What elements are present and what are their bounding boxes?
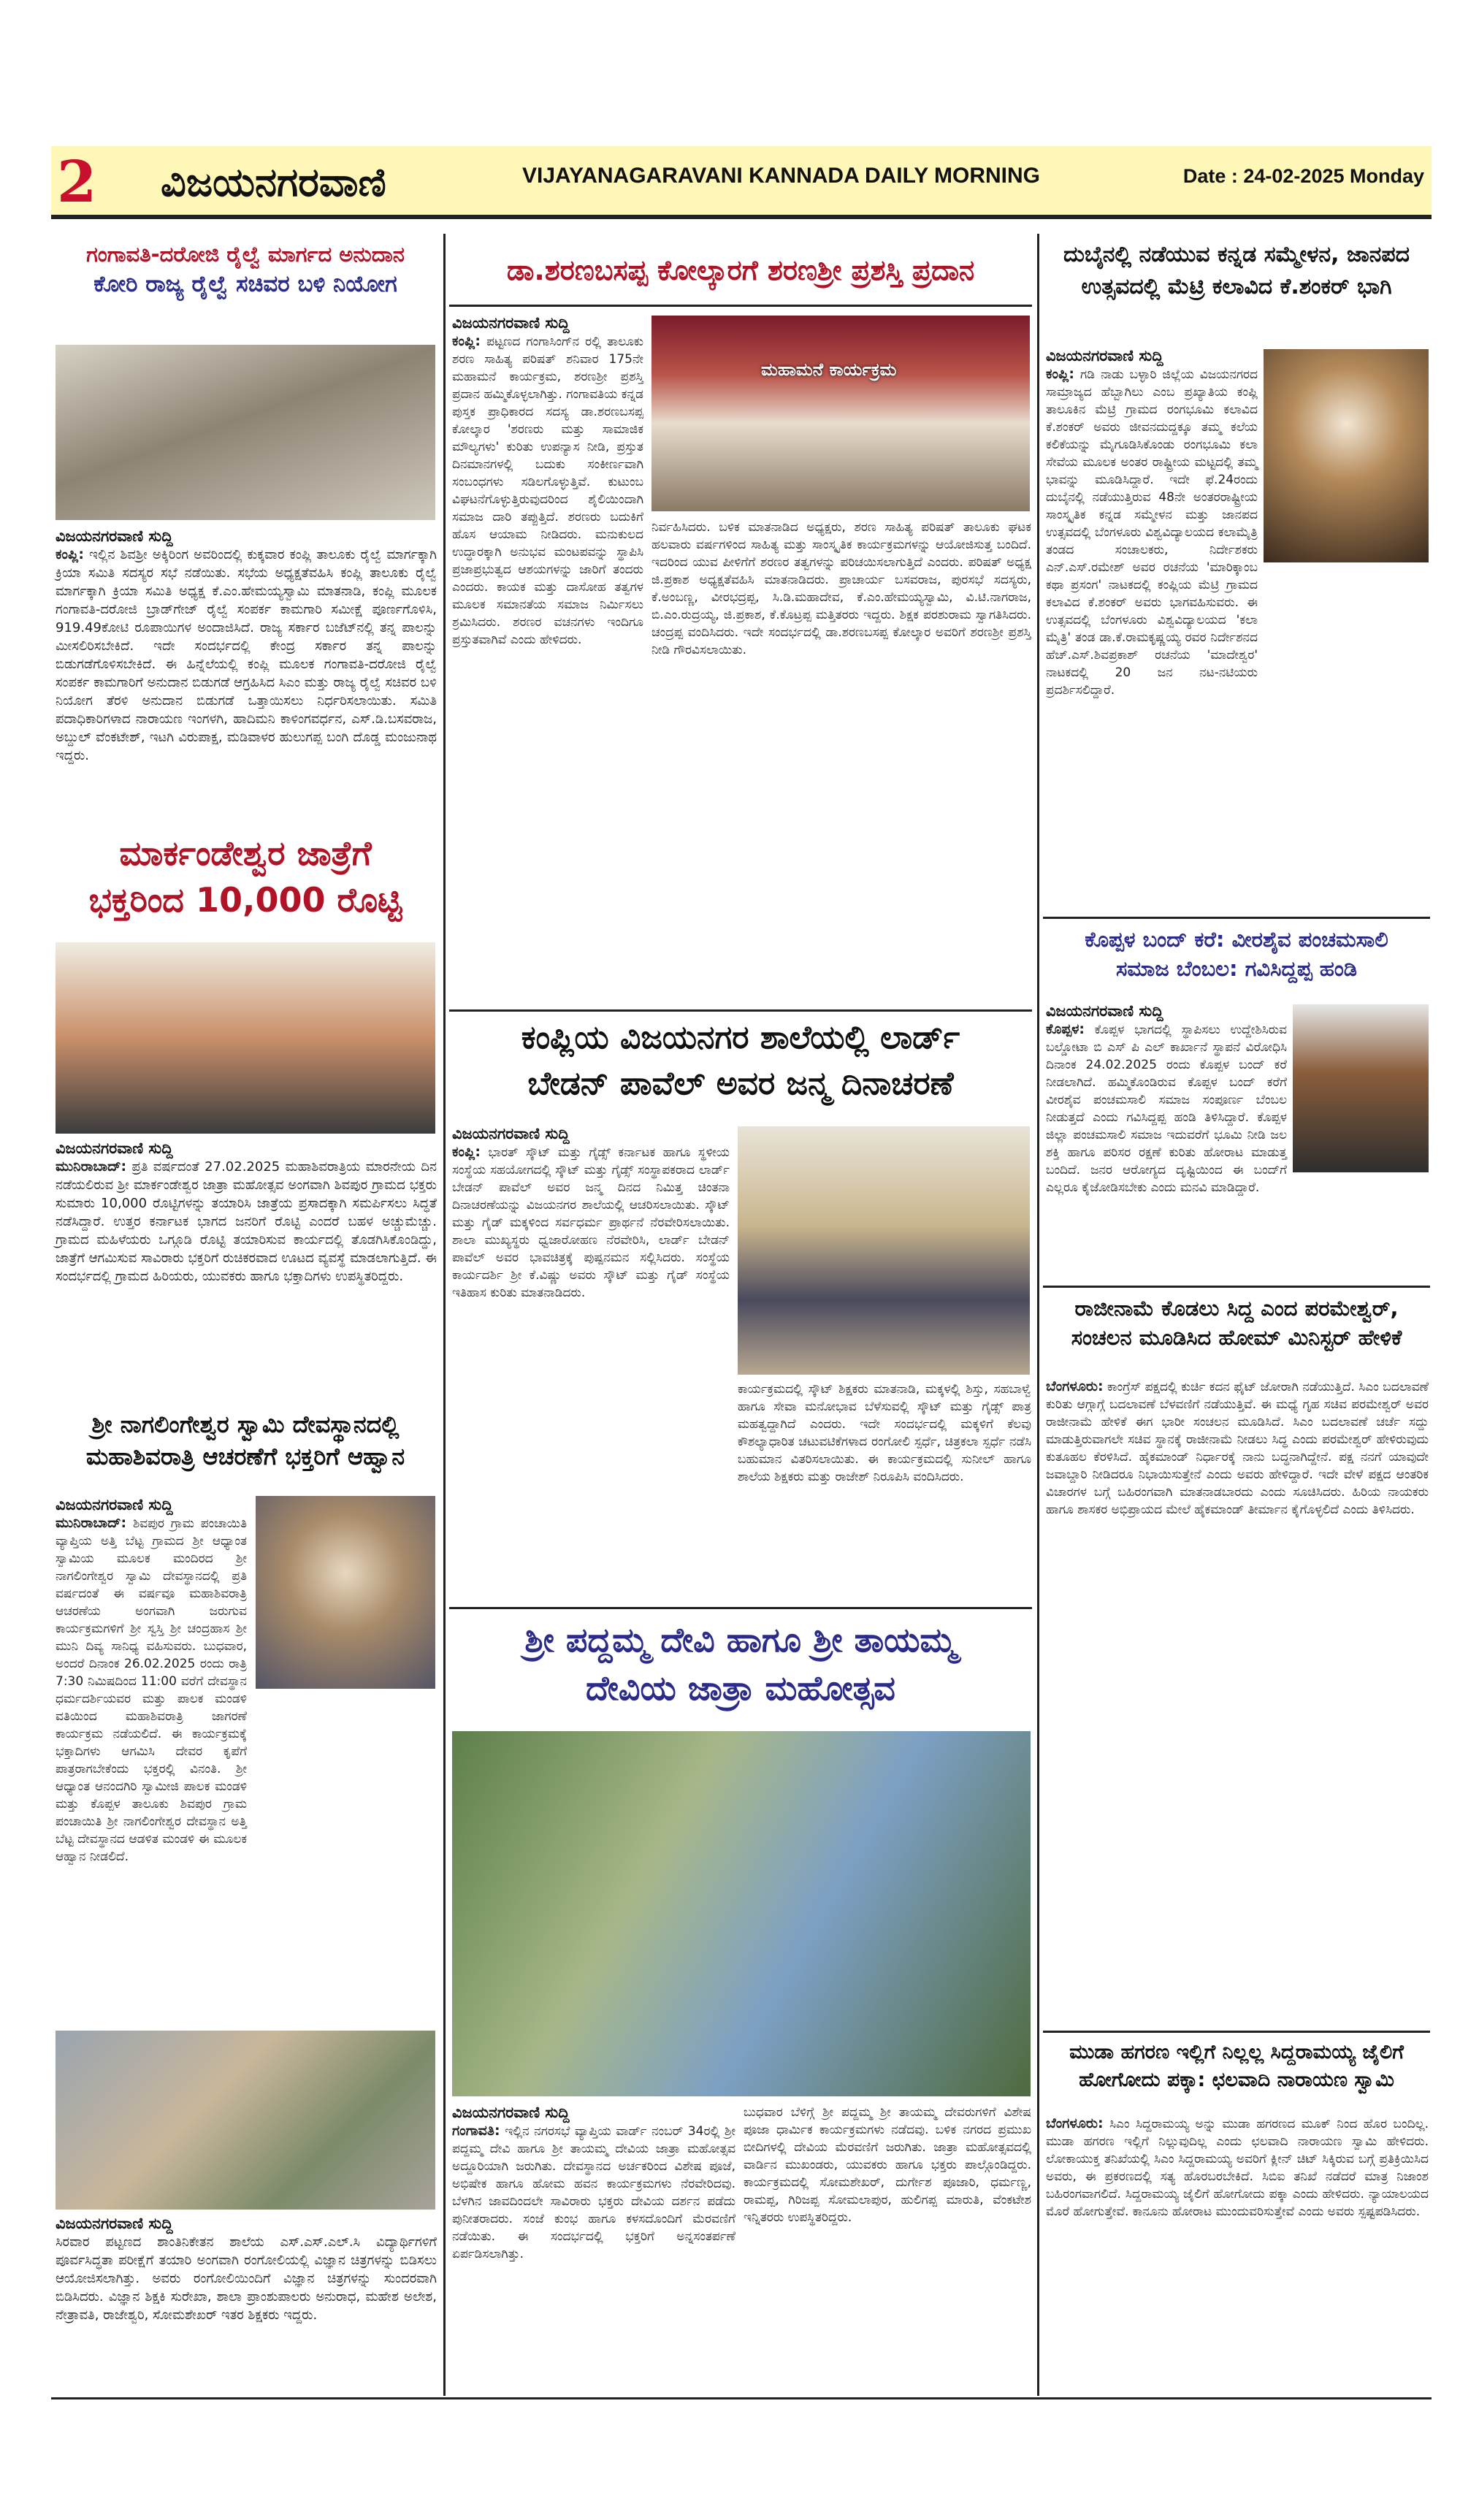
- padmamma-headline-line1: ಶ್ರೀ ಪದ್ದಮ್ಮ ದೇವಿ ಹಾಗೂ ಶ್ರೀ ತಾಯಮ್ಮ: [524, 1620, 957, 1660]
- padmamma-article: [452, 2104, 735, 2390]
- padmamma-place: ಗಂಗಾವತಿ:: [452, 2123, 500, 2139]
- resign-headline-line1: ರಾಜೀನಾಮೆ ಕೊಡಲು ಸಿದ್ದ ಎಂದ ಪರಮೇಶ್ವರ್,: [1074, 1296, 1399, 1321]
- baden-place: ಕಂಪ್ಲಿ:: [452, 1144, 481, 1160]
- muda-article: [1046, 2115, 1429, 2391]
- koppal-place: ಕೊಪ್ಪಳ:: [1046, 1021, 1085, 1037]
- resign-article: [1046, 1378, 1429, 2028]
- roti-headline-line2: ಭಕ್ತರಿಂದ 10,000 ರೊಟ್ಟಿ: [88, 879, 402, 920]
- resign-headline-line2: ಸಂಚಲನ ಮೂಡಿಸಿದ ಹೋಮ್ ಮಿನಿಸ್ಟರ್ ಹೇಳಿಕೆ: [1071, 1325, 1402, 1351]
- padmamma-article-cont: [744, 2104, 1031, 2390]
- dubai-byline: ವಿಜಯನಗರವಾಣಿ ಸುದ್ದಿ: [1046, 347, 1163, 364]
- rail-headline-line1: ಗಂಗಾವತಿ-ದರೋಜಿ ರೈಲ್ವೆ ಮಾರ್ಗದ ಅನುದಾನ: [86, 242, 405, 267]
- dubai-headline-line1: ದುಬೈನಲ್ಲಿ ನಡೆಯುವ ಕನ್ನಡ ಸಮ್ಮೇಳನ, ಜಾನಪದ: [1063, 242, 1410, 267]
- baden-headline-line2: ಬೇಡನ್ ಪಾವೆಲ್ ಅವರ ಜನ್ಮ ದಿನಾಚರಣೆ: [527, 1065, 954, 1102]
- award-stage-photo: [651, 316, 1030, 511]
- award-banner-text: ಮಹಾಮನೆ ಕಾರ್ಯಕ್ರಮ: [761, 359, 897, 380]
- award-byline: ವಿಜಯನಗರವಾಣಿ ಸುದ್ದಿ: [452, 314, 570, 332]
- temple-headline-line2: ಮಹಾಶಿವರಾತ್ರಿ ಆಚರಣೆಗೆ ಭಕ್ತರಿಗೆ ಆಹ್ವಾನ: [85, 1443, 405, 1470]
- award-body2: ನಿರ್ವಹಿಸಿದರು. ಬಳಿಕ ಮಾತನಾಡಿದ ಅಧ್ಯಕ್ಷರು, ಶರಣ ಸಾಹಿತ್ಯ ಪರಿಷತ್ ತಾಲೂಕು ಘಟಕ ಹಲವಾರು ವರ್ಷಗಳಿಂದ ಸಾಹಿತ್ಯ ಮತ್ತು ಸಾಂಸ್ಕೃತಿಕ ಕಾರ್ಯಕ್ರಮಗಳನ್ನು ಆಯೋಜಿಸುತ್ತ ಬಂದಿದೆ. ಇದರಿಂದ ಯುವ ಪೀಳಿಗೆಗೆ ಶರಣರ ತತ್ವಗಳನ್ನು ಪರಿಚಯಿಸಲಾಗುತ್ತಿದೆ ಎಂದರು. ಪರಿಷತ್ ಅಧ್ಯಕ್ಷ ಜಿ.ಪ್ರಕಾಶ ಅಧ್ಯಕ್ಷತೆವಹಿಸಿ ಮಾತನಾಡಿದರು. ಪ್ರಾಚಾರ್ಯ ಬಸವರಾಜ, ಪುರಸಭೆ ಸದಸ್ಯರು, ಕೆ.ಅಂಬಣ್ಣ, ವೀರಭದ್ರಪ್ಪ, ಸಿ.ಡಿ.ಮಹಾದೇವ, ಕೆ.ಎಂ.ಹೇಮಯ್ಯಸ್ವಾಮಿ, ವಿ.ಟಿ.ನಾಗರಾಜ, ಬಿ.ಎಂ.ರುದ್ರಯ್ಯ, ಜಿ.ಪ್ರಕಾಶ, ಕೆ.ಕೊಟ್ರಪ್ಪ ಮತ್ತಿತರರು ಇದ್ದರು. ಶಿಕ್ಷಕ ಪರಶುರಾಮ ಸ್ವಾಗತಿಸಿದರು. ಚಂದ್ರಪ್ಪ ವಂದಿಸಿದರು. ಇದೇ ಸಂದರ್ಭದಲ್ಲಿ ಡಾ.ಶರಣಬಸಪ್ಪ ಕೋಲ್ಕಾರ ಅವರಿಗೆ ಶರಣಶ್ರೀ ಪ್ರಶಸ್ತಿ ನೀಡಿ ಗೌರವಿಸಲಾಯಿತು.: [651, 520, 1031, 657]
- baden-byline: ವಿಜಯನಗರವಾಣಿ ಸುದ್ದಿ: [452, 1125, 570, 1142]
- temple-headline: [53, 1410, 438, 1490]
- temple-group-photo: [452, 1731, 1031, 2096]
- resign-place: ಬೆಂಗಳೂರು:: [1046, 1378, 1104, 1394]
- roti-headline: [53, 833, 438, 935]
- newspaper-title: ವಿಜಯನಗರವಾಣಿ: [161, 159, 386, 205]
- rail-article: [56, 527, 437, 828]
- temple-place: ಮುನಿರಾಬಾದ್:: [56, 1515, 127, 1531]
- dubai-article: [1046, 347, 1258, 698]
- award-article-cont: [651, 519, 1031, 957]
- temple-byline: ವಿಜಯನಗರವಾಣಿ ಸುದ್ದಿ: [56, 1496, 173, 1513]
- scouts-caption: [56, 2215, 437, 2390]
- baden-headline: [449, 1009, 1032, 1119]
- award-body1: ಪಟ್ಟಣದ ಗಂಗಾಸಿಂಗ್‌ನ ರಲ್ಲಿ ತಾಲೂಕು ಶರಣ ಸಾಹಿತ್ಯ ಪರಿಷತ್ ಶನಿವಾರ 175ನೇ ಮಹಾಮನೆ ಕಾರ್ಯಕ್ರಮ, ಶರಣಶ್ರೀ ಪ್ರಶಸ್ತಿ ಪ್ರದಾನ ಹಮ್ಮಿಕೊಳ್ಳಲಾಗಿತ್ತು. ಗಂಗಾವತಿಯ ಕನ್ನಡ ಪುಸ್ತಕ ಪ್ರಾಧಿಕಾರದ ಸದಸ್ಯ ಡಾ.ಶರಣಬಸಪ್ಪ ಕೋಲ್ಕಾರ 'ಶರಣರು ಮತ್ತು ಸಾಮಾಜಿಕ ಮೌಲ್ಯಗಳು' ಕುರಿತು ಉಪನ್ಯಾಸ ನೀಡಿ, ಪ್ರಸ್ತುತ ದಿನಮಾನಗಳಲ್ಲಿ ಬದುಕು ಸಂಕೀರ್ಣವಾಗಿ ಸಂಬಂಧಗಳು ಸಡಿಲಗೊಳ್ಳುತ್ತಿವೆ. ಕುಟುಂಬ ವಿಘಟನೆಗೊಳ್ಳುತ್ತಿರುವುದರಿಂದ ಶೈಲಿಯಿಂದಾಗಿ ಸಮಾಜ ದಾರಿ ತಪ್ಪುತ್ತಿದೆ. ಶರಣರು ಬದುಕಿಗೆ ಹೊಸ ಆಯಾಮ ನೀಡಿದರು. ಮನುಕುಲದ ಉದ್ಧಾರಕ್ಕಾಗಿ ಅನುಭವ ಮಂಟಪವನ್ನು ಸ್ಥಾಪಿಸಿ ಪ್ರಜಾಪ್ರಭುತ್ವದ ಆಶಯಗಳನ್ನು ಜಾರಿಗೆ ತಂದರು ಎಂದರು. ಕಾಯಕ ಮತ್ತು ದಾಸೋಹ ತತ್ವಗಳ ಮೂಲಕ ಸಮಾನತೆಯ ಸಮಾಜ ನಿರ್ಮಿಸಲು ಶ್ರಮಿಸಿದರು. ಶರಣರ ವಚನಗಳು ಇಂದಿಗೂ ಪ್ರಸ್ತುತವಾಗಿವೆ ಎಂದು ಹೇಳಿದರು.: [452, 335, 643, 647]
- muda-headline-line2: ಹೋಗೋದು ಪಕ್ಕಾ: ಛಲವಾದಿ ನಾರಾಯಣ ಸ್ವಾಮಿ: [1079, 2068, 1394, 2091]
- temple-body: ಶಿವಪುರ ಗ್ರಾಮ ಪಂಚಾಯಿತಿ ವ್ಯಾಪ್ತಿಯ ಅತ್ತಿ ಬೆಟ್ಟ ಗ್ರಾಮದ ಶ್ರೀ ಆಧ್ಯಾಂತ ಸ್ವಾಮಿಯ ಮೂಲಕ ಮಂದಿರದ ಶ್ರೀ ನಾಗಲಿಂಗೇಶ್ವರ ಸ್ವಾಮಿ ದೇವಸ್ಥಾನದಲ್ಲಿ ಪ್ರತಿ ವರ್ಷದಂತೆ ಈ ವರ್ಷವೂ ಮಹಾಶಿವರಾತ್ರಿ ಆಚರಣೆಯ ಅಂಗವಾಗಿ ಜರುಗುವ ಕಾರ್ಯಕ್ರಮಗಳಿಗೆ ಶ್ರೀ ಸ್ವಸ್ತಿ ಶ್ರೀ ಚಂದ್ರಹಾಸ ಶ್ರೀ ಮುನಿ ದಿವ್ಯ ಸಾನಿಧ್ಯ ವಹಿಸುವರು. ಬುಧವಾರ, ಅಂದರೆ ದಿನಾಂಕ 26.02.2025 ರಂದು ರಾತ್ರಿ 7:30 ನಿಮಿಷದಿಂದ 11:00 ವರೆಗೆ ದೇವಸ್ಥಾನ ಧರ್ಮದರ್ಶಿಯವರ ಮತ್ತು ಪಾಲಕ ಮಂಡಳಿ ವತಿಯಿಂದ ಮಹಾಶಿವರಾತ್ರಿ ಜಾಗರಣೆ ಕಾರ್ಯಕ್ರಮ ನಡೆಯಲಿದೆ. ಈ ಕಾರ್ಯಕ್ರಮಕ್ಕೆ ಭಕ್ತಾದಿಗಳು ಆಗಮಿಸಿ ದೇವರ ಕೃಪೆಗೆ ಪಾತ್ರರಾಗಬೇಕೆಂದು ಭಕ್ತರಲ್ಲಿ ವಿನಂತಿ. ಶ್ರೀ ಆಧ್ಯಾಂತ ಆನಂದಗಿರಿ ಸ್ವಾಮೀಜಿ ಪಾಲಕ ಮಂಡಳಿ ಮತ್ತು ಕೊಪ್ಪಳ ತಾಲೂಕು ಶಿವಪುರ ಗ್ರಾಮ ಪಂಚಾಯಿತಿ ಶ್ರೀ ನಾಗಲಿಂಗೇಶ್ವರ ದೇವಸ್ಥಾನ ಅತ್ತಿ ಬೆಟ್ಟ ದೇವಸ್ಥಾನದ ಆಡಳಿತ ಮಂಡಳಿ ಈ ಮೂಲಕ ಆಹ್ವಾನ ನೀಡಲಿದೆ.: [56, 1516, 248, 1864]
- baden-article-cont: [738, 1381, 1031, 1600]
- koppal-headline: [1043, 917, 1430, 997]
- padmamma-body2: ಬುಧವಾರ ಬೆಳಿಗ್ಗೆ ಶ್ರೀ ಪದ್ದಮ್ಮ ಶ್ರೀ ತಾಯಮ್ಮ ದೇವರುಗಳಿಗೆ ವಿಶೇಷ ಪೂಜಾ ಧಾರ್ಮಿಕ ಕಾರ್ಯಕ್ರಮಗಳು ನಡೆದವು. ಬಳಿಕ ನಗರದ ಪ್ರಮುಖ ಬೀದಿಗಳಲ್ಲಿ ದೇವಿಯ ಮೆರವಣಿಗೆ ಜರುಗಿತು. ಜಾತ್ರಾ ಮಹೋತ್ಸವದಲ್ಲಿ ವಾರ್ಡಿನ ಮುಖಂಡರು, ಯುವಕರು ಹಾಗೂ ಭಕ್ತರು ಪಾಲ್ಗೊಂಡಿದ್ದರು. ಕಾರ್ಯಕ್ರಮದಲ್ಲಿ ಸೋಮಶೇಖರ್, ದುರ್ಗೇಶ ಪೂಜಾರಿ, ಧರ್ಮಣ್ಣ, ರಾಮಪ್ಪ, ಗಿರಿಜಪ್ಪ ಸೋಮಲಾಪುರ, ಹುಲಿಗಪ್ಪ ಮಾರುತಿ, ವೆಂಕಟೇಶ ಇನ್ನಿತರರು ಉಪಸ್ಥಿತರಿದ್ದರು.: [744, 2105, 1031, 2225]
- padmamma-body1: ಇಲ್ಲಿನ ನಗರಸಭೆ ವ್ಯಾಪ್ತಿಯ ವಾರ್ಡ್ ನಂಬರ್ 34ರಲ್ಲಿ ಶ್ರೀ ಪದ್ದಮ್ಮ ದೇವಿ ಹಾಗೂ ಶ್ರೀ ತಾಯಮ್ಮ ದೇವಿಯ ಜಾತ್ರಾ ಮಹೋತ್ಸವ ಅದ್ದೂರಿಯಾಗಿ ಜರುಗಿತು. ದೇವಸ್ಥಾನದ ಅರ್ಚಕರಿಂದ ವಿಶೇಷ ಪೂಜೆ, ಅಭಿಷೇಕ ಹಾಗೂ ಹೋಮ ಹವನ ಕಾರ್ಯಕ್ರಮಗಳು ನೆರವೇರಿದವು. ಬೆಳಗಿನ ಜಾವದಿಂದಲೇ ಸಾವಿರಾರು ಭಕ್ತರು ದೇವಿಯ ದರ್ಶನ ಪಡೆದು ಪುನೀತರಾದರು. ಸಂಜೆ ಕುಂಭ ಹಾಗೂ ಕಳಸದೊಂದಿಗೆ ಮೆರವಣಿಗೆ ನಡೆಯಿತು. ಈ ಸಂದರ್ಭದಲ್ಲಿ ಭಕ್ತರಿಗೆ ಅನ್ನಸಂತರ್ಪಣೆ ಏರ್ಪಡಿಸಲಾಗಿತ್ತು.: [452, 2124, 735, 2261]
- muda-place: ಬೆಂಗಳೂರು:: [1046, 2115, 1104, 2131]
- award-article: [452, 314, 643, 957]
- column-divider: [443, 234, 446, 2396]
- dubai-headline: [1043, 241, 1430, 343]
- dubai-article-cont: [1046, 621, 1429, 913]
- temple-deity-photo: [256, 1496, 435, 1689]
- temple-article: [56, 1496, 247, 2022]
- school-event-photo: [738, 1126, 1030, 1375]
- scouts-byline: ವಿಜಯನಗರವಾಣಿ ಸುದ್ದಿ: [56, 2215, 173, 2232]
- dubai-headline-line2: ಉತ್ಸವದಲ್ಲಿ ಮೆಟ್ರಿ ಕಲಾವಿದ ಕೆ.ಶಂಕರ್ ಭಾಗಿ: [1081, 273, 1392, 299]
- rail-body: ಇಲ್ಲಿನ ಶಿವಶ್ರೀ ಅಕ್ಕಿರಿಂಗ ಅವರಿಂದಲ್ಲಿ ಕುಕ್ಕವಾರ ಕಂಪ್ಲಿ ತಾಲೂಕು ರೈಲ್ವೆ ಮಾರ್ಗಕ್ಕಾಗಿ ಕ್ರಿಯಾ ಸಮಿತಿ ಸದಸ್ಯರ ಸಭೆ ನಡೆಯಿತು. ಸಭೆಯ ಅಧ್ಯಕ್ಷತೆವಹಿಸಿ ಕಂಪ್ಲಿ ತಾಲೂಕು ರೈಲ್ವೆ ಮಾರ್ಗಕ್ಕಾಗಿ ಕ್ರಿಯಾ ಸಮಿತಿ ಅಧ್ಯಕ್ಷ ಕೆ.ಎಂ.ಹೇಮಯ್ಯಸ್ವಾಮಿ ಮಾತನಾಡಿ, ಕಂಪ್ಲಿ ಮೂಲಕ ಗಂಗಾವತಿ-ದರೋಜಿ ಬ್ರಾಡ್‌ಗೇಜ್ ರೈಲ್ವೆ ಸಂಪರ್ಕ ಕಾಮಗಾರಿ ಸಮೀಕ್ಷೆ ಪೂರ್ಣಗೊಳಿಸಿ, 919.49ಕೋಟಿ ರೂಪಾಯಿಗಳ ಅಂದಾಜಿಸಿದೆ. ರಾಜ್ಯ ಸರ್ಕಾರ ಬಜೆಟ್‌ನಲ್ಲಿ ತನ್ನ ಪಾಲನ್ನು ಮೀಸಲಿರಿಸಬೇಕಿದೆ. ಇದೇ ಸಂದರ್ಭದಲ್ಲಿ ಕೇಂದ್ರ ಸರ್ಕಾರ ತನ್ನ ಪಾಲನ್ನು ಬಿಡುಗಡೆಗೊಳಿಸಬೇಕಿದೆ. ಈ ಹಿನ್ನೆಲೆಯಲ್ಲಿ ಕಂಪ್ಲಿ ಮೂಲಕ ಗಂಗಾವತಿ-ದರೋಜಿ ರೈಲ್ವೆ ಸಂಪರ್ಕ ಕಾಮಗಾರಿಗೆ ಅನುದಾನ ಬಿಡುಗಡೆ ಆಗ್ರಹಿಸಿದ ಸಿಎಂ ಮತ್ತು ರಾಜ್ಯ ರೈಲ್ವೆ ಸಚಿವರ ಬಳಿ ನಿಯೋಗ ತೆರಳಿ ಅನುದಾನ ಬಿಡುಗಡೆ ಒತ್ತಾಯಿಸಲು ನಿರ್ಧರಿಸಲಾಯಿತು. ಸಮಿತಿ ಪದಾಧಿಕಾರಿಗಳಾದ ನಾರಾಯಣ ಇಂಗಳಗಿ, ಹಾದಿಮನಿ ಕಾಳಿಂಗವರ್ಧನ, ಎಸ್.ಡಿ.ಬಸವರಾಜ, ಅಬ್ದುಲ್ ವೆಂಕಟೇಶ್, ಇಟಗಿ ವಿರುಪಾಕ್ಷ, ಮಡಿವಾಳರ ಹುಲುಗಪ್ಪ ಬಂಗಿ ದೊಡ್ಡ ಮಂಜುನಾಥ ಇದ್ದರು.: [56, 547, 437, 763]
- baden-article: [452, 1125, 730, 1600]
- award-headline-box: [449, 241, 1032, 307]
- issue-date: Date : 24-02-2025 Monday: [1182, 165, 1424, 187]
- temple-headline-line1: ಶ್ರೀ ನಾಗಲಿಂಗೇಶ್ವರ ಸ್ವಾಮಿ ದೇವಸ್ಥಾನದಲ್ಲಿ: [91, 1410, 400, 1438]
- koppal-byline: ವಿಜಯನಗರವಾಣಿ ಸುದ್ದಿ: [1046, 1002, 1163, 1020]
- rail-meeting-photo: [56, 345, 435, 520]
- muda-headline-line1: ಮುಡಾ ಹಗರಣ ಇಲ್ಲಿಗೆ ನಿಲ್ಲಲ್ಲ ಸಿದ್ದರಾಮಯ್ಯ ಜೈಲಿಗೆ: [1069, 2041, 1404, 2063]
- scouts-body: ಸಿರವಾರ ಪಟ್ಟಣದ ಶಾಂತಿನಿಕೇತನ ಶಾಲೆಯ ಎಸ್.ಎಸ್.ಎಲ್.ಸಿ ವಿದ್ಯಾರ್ಥಿಗಳಿಗೆ ಪೂರ್ವಸಿದ್ಧತಾ ಪರೀಕ್ಷೆಗೆ ತಯಾರಿ ಅಂಗವಾಗಿ ರಂಗೋಲಿಯಲ್ಲಿ ವಿಜ್ಞಾನ ಚಿತ್ರಗಳನ್ನು ಬಿಡಿಸಲು ಆಯೋಜಿಸಲಾಗಿತ್ತು. ಅವರು ರಂಗೋಲಿಯಿಂದಿಗೆ ವಿಜ್ಞಾನ ಚಿತ್ರಗಳನ್ನು ಸುಂದರವಾಗಿ ಬಿಡಿಸಿದರು. ವಿಜ್ಞಾನ ಶಿಕ್ಷಕಿ ಸುರೇಖಾ, ಶಾಲಾ ಪ್ರಾಂಶುಪಾಲರು ಅನುರಾಧ, ಮಹೇಶ ಅಲೇಶ, ನೇತ್ರಾವತಿ, ರಾಜೇಶ್ವರಿ, ಸೋಮಶೇಖರ್ ಇತರ ಶಿಕ್ಷಕರು ಇದ್ದರು.: [56, 2234, 437, 2323]
- roti-photo: [56, 942, 435, 1134]
- padmamma-byline: ವಿಜಯನಗರವಾಣಿ ಸುದ್ದಿ: [452, 2104, 570, 2121]
- padmamma-headline-line2: ದೇವಿಯ ಜಾತ್ರಾ ಮಹೋತ್ಸವ: [586, 1668, 895, 1708]
- newspaper-subtitle: VIJAYANAGARAVANI KANNADA DAILY MORNING: [522, 164, 1040, 188]
- baden-headline-line1: ಕಂಪ್ಲಿಯ ವಿಜಯನಗರ ಶಾಲೆಯಲ್ಲಿ ಲಾರ್ಡ್: [521, 1019, 960, 1056]
- roti-headline-line1: ಮಾರ್ಕಂಡೇಶ್ವರ ಜಾತ್ರೆಗೆ: [119, 833, 372, 873]
- koppal-headline-line1: ಕೊಪ್ಪಳ ಬಂದ್ ಕರೆ: ವೀರಶೈವ ಪಂಚಮಸಾಲಿ: [1085, 927, 1388, 952]
- resign-headline: [1043, 1286, 1430, 1373]
- artist-costume-photo: [1264, 349, 1429, 562]
- award-place: ಕಂಪ್ಲಿ:: [452, 333, 481, 349]
- baden-body1: ಭಾರತ್ ಸ್ಕೌಟ್ ಮತ್ತು ಗೈಡ್ಸ್ ಕರ್ನಾಟಕ ಹಾಗೂ ಸ್ಥಳೀಯ ಸಂಸ್ಥೆಯ ಸಹಯೋಗದಲ್ಲಿ ಸ್ಕೌಟ್ ಮತ್ತು ಗೈಡ್ಸ್ ಸಂಸ್ಥಾಪಕರಾದ ಲಾರ್ಡ್ ಬೇಡನ್ ಪಾವೆಲ್ ಅವರ ಜನ್ಮ ದಿನದ ನಿಮಿತ್ತ ಚಿಂತನಾ ದಿನಾಚರಣೆಯನ್ನು ವಿಜಯನಗರ ಶಾಲೆಯಲ್ಲಿ ಆಚರಿಸಲಾಯಿತು. ಸ್ಕೌಟ್ ಮತ್ತು ಗೈಡ್ ಮಕ್ಕಳಿಂದ ಸರ್ವಧರ್ಮ ಪ್ರಾರ್ಥನೆ ನೆರವೇರಿಸಲಾಯಿತು. ಶಾಲಾ ಮುಖ್ಯಸ್ಥರು ಧ್ವಜಾರೋಹಣ ನೆರವೇರಿಸಿ, ಲಾರ್ಡ್ ಬೇಡನ್ ಪಾವೆಲ್ ಅವರ ಭಾವಚಿತ್ರಕ್ಕೆ ಪುಷ್ಪನಮನ ಸಲ್ಲಿಸಿದರು. ಸಂಸ್ಥೆಯ ಕಾರ್ಯದರ್ಶಿ ಶ್ರೀ ಕೆ.ವಿಷ್ಣು ಅವರು ಸ್ಕೌಟ್ ಮತ್ತು ಗೈಡ್ ಸಂಸ್ಥೆಯ ಇತಿಹಾಸ ಕುರಿತು ಮಾತನಾಡಿದರು.: [452, 1145, 730, 1300]
- roti-body: ಪ್ರತಿ ವರ್ಷದಂತೆ 27.02.2025 ಮಹಾಶಿವರಾತ್ರಿಯ ಮಾರನೇಯ ದಿನ ನಡೆಯಲಿರುವ ಶ್ರೀ ಮಾರ್ಕಂಡೇಶ್ವರ ಜಾತ್ರಾ ಮಹೋತ್ಸವ ಅಂಗವಾಗಿ ಶಿವಪುರ ಗ್ರಾಮದ ಭಕ್ತರು ಸುಮಾರು 10,000 ರೊಟ್ಟಿಗಳನ್ನು ತಯಾರಿಸಿ ಜಾತ್ರೆಯ ಪ್ರಸಾದಕ್ಕಾಗಿ ಸಮರ್ಪಿಸಲು ಸಿದ್ಧತೆ ನಡೆಸಿದ್ದಾರೆ. ಉತ್ತರ ಕರ್ನಾಟಕ ಭಾಗದ ಜನರಿಗೆ ರೊಟ್ಟಿ ಎಂದರೆ ಬಹಳ ಅಚ್ಚುಮೆಚ್ಚು. ಗ್ರಾಮದ ಮಹಿಳೆಯರು ಒಗ್ಗೂಡಿ ರೊಟ್ಟಿ ತಯಾರಿಸುವ ಕಾರ್ಯದಲ್ಲಿ ತೊಡಗಿಸಿಕೊಂಡಿದ್ದು, ಜಾತ್ರೆಗೆ ಆಗಮಿಸುವ ಸಾವಿರಾರು ಭಕ್ತರಿಗೆ ರುಚಿಕರವಾದ ಊಟದ ವ್ಯವಸ್ಥೆ ಮಾಡಲಾಗುತ್ತಿದೆ. ಈ ಸಂದರ್ಭದಲ್ಲಿ ಗ್ರಾಮದ ಹಿರಿಯರು, ಯುವಕರು ಹಾಗೂ ಭಕ್ತಾದಿಗಳು ಉಪಸ್ಥಿತರಿದ್ದರು.: [56, 1159, 437, 1284]
- koppal-headline-line2: ಸಮಾಜ ಬೆಂಬಲ: ಗವಿಸಿದ್ದಪ್ಪ ಹಂಡಿ: [1115, 956, 1358, 982]
- students-rangoli-photo: [56, 2031, 435, 2210]
- award-headline: ಡಾ.ಶರಣಬಸಪ್ಪ ಕೋಲ್ಕಾರಗೆ ಶರಣಶ್ರೀ ಪ್ರಶಸ್ತಿ ಪ್ರದಾನ: [506, 254, 975, 286]
- dubai-place: ಕಂಪ್ಲಿ:: [1046, 366, 1075, 382]
- roti-byline: ವಿಜಯನಗರವಾಣಿ ಸುದ್ದಿ: [56, 1139, 173, 1157]
- column-divider: [1037, 234, 1039, 2396]
- masthead: [51, 146, 1432, 219]
- page-bottom-rule: [51, 2397, 1432, 2399]
- portrait-photo: [1293, 1004, 1429, 1172]
- muda-headline: [1043, 2031, 1430, 2111]
- dubai-body: ಗಡಿ ನಾಡು ಬಳ್ಳಾರಿ ಜಿಲ್ಲೆಯ ವಿಜಯನಗರದ ಸಾಮ್ರಾಜ್ಯದ ಹೆಬ್ಬಾಗಿಲು ಎಂಬ ಪ್ರಖ್ಯಾತಿಯ ಕಂಪ್ಲಿ ತಾಲೂಕಿನ ಮೆಟ್ರಿ ಗ್ರಾಮದ ರಂಗಭೂಮಿ ಕಲಾವಿದ ಕೆ.ಶಂಕರ್ ಅವರು ಜೀವನದುದ್ದಕ್ಕೂ ತಮ್ಮ ಕಲೆಯ ಕಲಿಕೆಯನ್ನು ಮೈಗೂಡಿಸಿಕೊಂಡು ರಂಗಭೂಮಿ ಕಲಾ ಸೇವೆಯ ಮೂಲಕ ಅಂತರ ರಾಷ್ಟ್ರೀಯ ಮಟ್ಟದಲ್ಲಿ ತಮ್ಮ ಭಾವನ್ನು ಮೂಡಿಸಿದ್ದಾರೆ. ಇದೇ ಫೆ.24ರಂದು ದುಬೈನಲ್ಲಿ ನಡೆಯುತ್ತಿರುವ 48ನೇ ಅಂತರರಾಷ್ಟ್ರೀಯ ಸಾಂಸ್ಕೃತಿಕ ಕನ್ನಡ ಸಮ್ಮೇಳನ ಮತ್ತು ಜಾನಪದ ಉತ್ಸವದಲ್ಲಿ ಬೆಂಗಳೂರು ವಿಶ್ವವಿದ್ಯಾಲಯದ ಕಲಾಮೈತ್ರಿ ತಂಡದ ಸಂಚಾಲಕರು, ನಿರ್ದೇಶಕರು ಎನ್.ಎಸ್.ರಮೇಶ್ ಅವರ ರಚನೆಯ 'ಮಾರಿಕ್ಕಾಂಬ ಕಥಾ ಪ್ರಸಂಗ' ನಾಟಕದಲ್ಲಿ ಕಂಪ್ಲಿಯ ಮೆಟ್ರಿ ಗ್ರಾಮದ ಕಲಾವಿದ ಕೆ.ಶಂಕರ್ ಅವರು ಭಾಗವಹಿಸುವರು. ಈ ಉತ್ಸವದಲ್ಲಿ ಬೆಂಗಳೂರು ವಿಶ್ವವಿದ್ಯಾಲಯದ 'ಕಲಾ ಮೈತ್ರಿ' ತಂಡ ಡಾ.ಕೆ.ರಾಮಕೃಷ್ಣಯ್ಯ ರವರ ನಿರ್ದೇಶನದ ಹೆಚ್.ಎಸ್.ಶಿವಪ್ರಕಾಶ್ ರಚನೆಯ 'ಮಾದೇಶ್ವರ' ನಾಟಕದಲ್ಲಿ 20 ಜನ ನಟ-ನಟಿಯರು ಪ್ರದರ್ಶಿಸಲಿದ್ದಾರೆ.: [1046, 367, 1258, 698]
- baden-body2: ಕಾರ್ಯಕ್ರಮದಲ್ಲಿ ಸ್ಕೌಟ್ ಶಿಕ್ಷಕರು ಮಾತನಾಡಿ, ಮಕ್ಕಳಲ್ಲಿ ಶಿಸ್ತು, ಸಹಬಾಳ್ವೆ ಹಾಗೂ ಸೇವಾ ಮನೋಭಾವ ಬೆಳೆಸುವಲ್ಲಿ ಸ್ಕೌಟ್ ಮತ್ತು ಗೈಡ್ಸ್ ಪಾತ್ರ ಮಹತ್ವದ್ದಾಗಿದೆ ಎಂದರು. ಇದೇ ಸಂದರ್ಭದಲ್ಲಿ ಮಕ್ಕಳಿಗೆ ಕೆಲವು ಕೌಶಲ್ಯಾಧಾರಿತ ಚಟುವಟಿಕೆಗಳಾದ ರಂಗೋಲಿ ಸ್ಪರ್ಧೆ, ಚಿತ್ರಕಲಾ ಸ್ಪರ್ಧೆ ನಡೆಸಿ ಬಹುಮಾನ ವಿತರಿಸಲಾಯಿತು. ಈ ಕಾರ್ಯಕ್ರಮದಲ್ಲಿ ಸುನೀಲ್ ಹಾಗೂ ಶಾಲೆಯ ಶಿಕ್ಷಕರು ಮತ್ತು ರಾಜೇಶ್ ನಿರೂಪಿಸಿ ವಂದಿಸಿದರು.: [738, 1382, 1031, 1484]
- rail-byline: ವಿಜಯನಗರವಾಣಿ ಸುದ್ದಿ: [56, 527, 173, 545]
- rail-place: ಕಂಪ್ಲಿ:: [56, 546, 85, 562]
- koppal-article: [1046, 1002, 1287, 1272]
- page-number: 2: [57, 149, 97, 215]
- roti-article: [56, 1139, 437, 1404]
- resign-body: ಕಾಂಗ್ರೆಸ್ ಪಕ್ಷದಲ್ಲಿ ಕುರ್ಚಿ ಕದನ ಫೈಟ್ ಜೋರಾಗಿ ನಡೆಯುತ್ತಿದೆ. ಸಿಎಂ ಬದಲಾವಣೆ ಕುರಿತು ಆಗ್ಗಾಗ್ಗೆ ಬದಲಾವಣೆ ಬೆಳವಣಿಗೆ ನಡೆಯುತ್ತಿವೆ. ಈ ಮಧ್ಯೆ ಗೃಹ ಸಚಿವ ಪರಮೇಶ್ವರ್ ಅವರ ರಾಜೀನಾಮೆ ಹೇಳಿಕೆ ಈಗ ಭಾರೀ ಸಂಚಲನ ಮೂಡಿಸಿದೆ. ಸಿಎಂ ಬದಲಾವಣೆ ಚರ್ಚೆ ಸದ್ದು ಮಾಡುತ್ತಿರುವಾಗಲೇ ಸಚಿವ ಸ್ಥಾನಕ್ಕೆ ರಾಜೀನಾಮೆ ನೀಡಲು ಸಿದ್ಧ ಎಂದು ಪರಮೇಶ್ವರ್ ಹೇಳಿರುವುದು ಕುತೂಹಲ ಕೆರಳಿಸಿದೆ. ಹೈಕಮಾಂಡ್ ನಿರ್ಧಾರಕ್ಕೆ ನಾನು ಬದ್ಧನಾಗಿದ್ದೇನೆ. ಪಕ್ಷ ನನಗೆ ಯಾವುದೇ ಜವಾಬ್ದಾರಿ ನೀಡಿದರೂ ನಿಭಾಯಿಸುತ್ತೇನೆ ಎಂದು ಅವರು ಹೇಳಿದ್ದಾರೆ. ಇದೇ ವೇಳೆ ಪಕ್ಷದ ಆಂತರಿಕ ವಿಚಾರಗಳ ಬಗ್ಗೆ ಬಹಿರಂಗವಾಗಿ ಮಾತನಾಡಬಾರದು ಎಂದು ಸೂಚಿಸಿದರು. ಹಿರಿಯ ನಾಯಕರು ಹಾಗೂ ಶಾಸಕರ ಅಭಿಪ್ರಾಯದ ಮೇಲೆ ಹೈಕಮಾಂಡ್ ತೀರ್ಮಾನ ಕೈಗೊಳ್ಳಲಿದೆ ಎಂದು ತಿಳಿಸಿದರು.: [1046, 1380, 1429, 1517]
- roti-place: ಮುನಿರಾಬಾದ್:: [56, 1158, 127, 1175]
- temple-article-cont: [256, 1695, 437, 2022]
- rail-headline: [53, 241, 438, 343]
- rail-headline-line2: ಕೋರಿ ರಾಜ್ಯ ರೈಲ್ವೆ ಸಚಿವರ ಬಳಿ ನಿಯೋಗ: [93, 271, 397, 298]
- padmamma-headline: [449, 1607, 1032, 1724]
- koppal-body: ಕೊಪ್ಪಳ ಭಾಗದಲ್ಲಿ ಸ್ಥಾಪಿಸಲು ಉದ್ದೇಶಿಸಿರುವ ಬಲ್ಡೋಟಾ ಬಿ ಎಸ್ ಪಿ ಎಲ್ ಕಾರ್ಖಾನೆ ಸ್ಥಾಪನೆ ವಿರೋಧಿಸಿ ದಿನಾಂಕ 24.02.2025 ರಂದು ಕೊಪ್ಪಳ ಬಂದ್ ಕರೆ ನೀಡಲಾಗಿದೆ. ಹಮ್ಮಿಕೊಂಡಿರುವ ಕೊಪ್ಪಳ ಬಂದ್ ಕರೆಗೆ ವೀರಶೈವ ಪಂಚಮಸಾಲಿ ಸಮಾಜ ಸಂಪೂರ್ಣ ಬೆಂಬಲ ನೀಡುತ್ತದೆ ಎಂದು ಗವಿಸಿದ್ದಪ್ಪ ಹಂಡಿ ತಿಳಿಸಿದ್ದಾರೆ. ಕೊಪ್ಪಳ ಜಿಲ್ಲಾ ಪಂಚಮಸಾಲಿ ಸಮಾಜ ಇದುವರೆಗೆ ಭೂಮಿ ನೀಡಿ ಜಲ ಶಕ್ತಿ ಹಾಗೂ ಪರಿಸರ ರಕ್ಷಣೆ ಕುರಿತು ಹೋರಾಟ ಮಾಡುತ್ತ ಬಂದಿದೆ. ಜನರ ಆರೋಗ್ಯದ ದೃಷ್ಟಿಯಿಂದ ಈ ಬಂದ್‌ಗೆ ಎಲ್ಲರೂ ಕೈಜೋಡಿಸಬೇಕು ಎಂದು ಮನವಿ ಮಾಡಿದ್ದಾರೆ.: [1046, 1023, 1288, 1195]
- muda-body: ಸಿಎಂ ಸಿದ್ದರಾಮಯ್ಯ ಅನ್ನು ಮುಡಾ ಹಗರಣದ ಮೂಕ್ ನಿಂದ ಹೊರ ಬಂದಿಲ್ಲ. ಮುಡಾ ಹಗರಣ ಇಲ್ಲಿಗೆ ನಿಲ್ಲುವುದಿಲ್ಲ ಎಂದು ಛಲವಾದಿ ನಾರಾಯಣ ಸ್ವಾಮಿ ಹೇಳಿದರು. ಲೋಕಾಯುಕ್ತ ತನಿಖೆಯಲ್ಲಿ ಸಿಎಂ ಸಿದ್ದರಾಮಯ್ಯ ಅವರಿಗೆ ಕ್ಲೀನ್ ಚಿಟ್ ಸಿಕ್ಕಿರುವ ಬಗ್ಗೆ ಪ್ರತಿಕ್ರಿಯಿಸಿದ ಅವರು, ಈ ಪ್ರಕರಣದಲ್ಲಿ ಸತ್ಯ ಹೊರಬರಬೇಕಿದೆ. ಸಿಬಿಐ ತನಿಖೆ ನಡೆದರೆ ಮಾತ್ರ ನಿಜಾಂಶ ಬಹಿರಂಗವಾಗಲಿದೆ. ಸಿದ್ದರಾಮಯ್ಯ ಜೈಲಿಗೆ ಹೋಗೋದು ಪಕ್ಕಾ ಎಂದು ಹೇಳಿದರು. ನ್ಯಾಯಾಲಯದ ಮೊರೆ ಹೋಗುತ್ತೇವೆ. ಕಾನೂನು ಹೋರಾಟ ಮುಂದುವರಿಸುತ್ತೇವೆ ಎಂದು ಅವರು ಸ್ಪಷ್ಟಪಡಿಸಿದರು.: [1046, 2117, 1429, 2219]
